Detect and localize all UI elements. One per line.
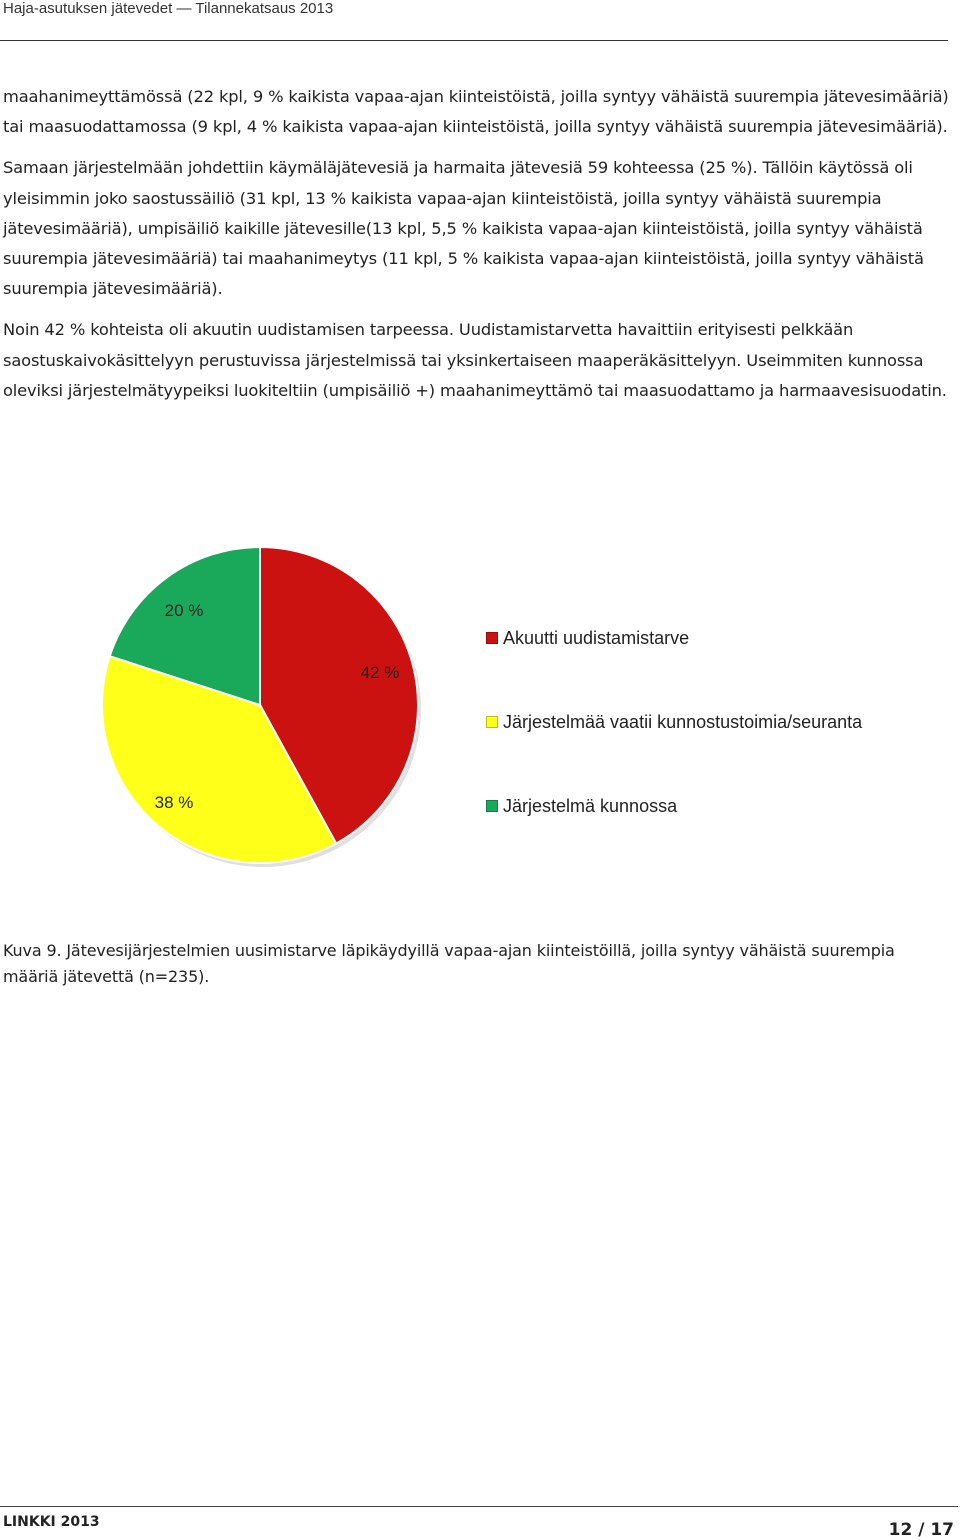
page-footer [0,1506,958,1539]
pie-chart-svg [0,540,480,890]
pie-chart [0,540,960,890]
pie-slice-label-1: 42 % [360,663,400,682]
paragraph-1: maahanimeyttämössä (22 kpl, 9 % kaikista vapaa-ajan kiinteistöistä, joilla syntyy vähäistä suurempia jätevesimääriä) tai maasuodattamossa (9 kpl, 4 % kaikista vapaa-ajan kiinteistöistä, joilla syntyy vähäistä suurempia jätevesimääriä). [3,87,949,137]
legend-item [486,626,689,650]
legend-swatch [486,800,498,812]
legend-label: Akuutti uudistamistarve [503,627,690,648]
paragraph-3: Noin 42 % kohteista oli akuutin uudistamisen tarpeessa. Uudistamistarvetta havaittiin erityisesti pelkkään saostuskaivokäsittelyyn perustuvissa järjestelmissä tai yksinkertaiseen maaperäkäsittelyyn. Useimmiten kunnossa oleviksi järjestelmätyypeiksi luokiteltiin (umpisäiliö +) maahanimeyttämö tai maasuodattamo ja harmaavesisuodatin. [3,320,947,400]
legend-swatch [486,632,498,644]
figure-caption: Kuva 9. Jätevesijärjestelmien uusimistarve läpikäydyillä vapaa-ajan kiinteistöillä, joilla syntyy vähäistä suurempia määriä jätevettä (n=235). [3,941,895,986]
pie-slice-label-3: 20 % [164,601,204,620]
legend-item [486,710,862,734]
body-text [3,82,953,417]
footer-publisher: LINKKI 2013 [3,1514,100,1530]
page-header [0,0,948,41]
pie-slice-label-2: 38 % [154,793,194,812]
page-number: 12 / 17 [888,1520,954,1540]
legend-label: Järjestelmää vaatii kunnostustoimia/seuranta [503,711,863,732]
legend-label: Järjestelmä kunnossa [503,795,678,816]
header-title: Haja-asutuksen jätevedet — Tilannekatsaus 2013 [3,0,334,17]
paragraph-2: Samaan järjestelmään johdettiin käymäläjätevesiä ja harmaita jätevesiä 59 kohteessa (25 %). Tällöin käytössä oli yleisimmin joko saostussäiliö (31 kpl, 13 % kaikista vapaa-ajan kiinteistöistä, joilla syntyy vähäistä suurempia jätevesimääriä), umpisäiliö kaikille jätevesille(13 kpl, 5,5 % kaikista vapaa-ajan kiinteistöistä, joilla syntyy vähäistä suurempia jätevesimääriä) tai maahanimeytys (11 kpl, 5 % kaikista vapaa-ajan kiinteistöistä, joilla syntyy vähäistä suurempia jätevesimääriä). [3,158,924,299]
legend-swatch [486,716,498,728]
chart-legend [486,540,946,890]
legend-item [486,794,677,818]
